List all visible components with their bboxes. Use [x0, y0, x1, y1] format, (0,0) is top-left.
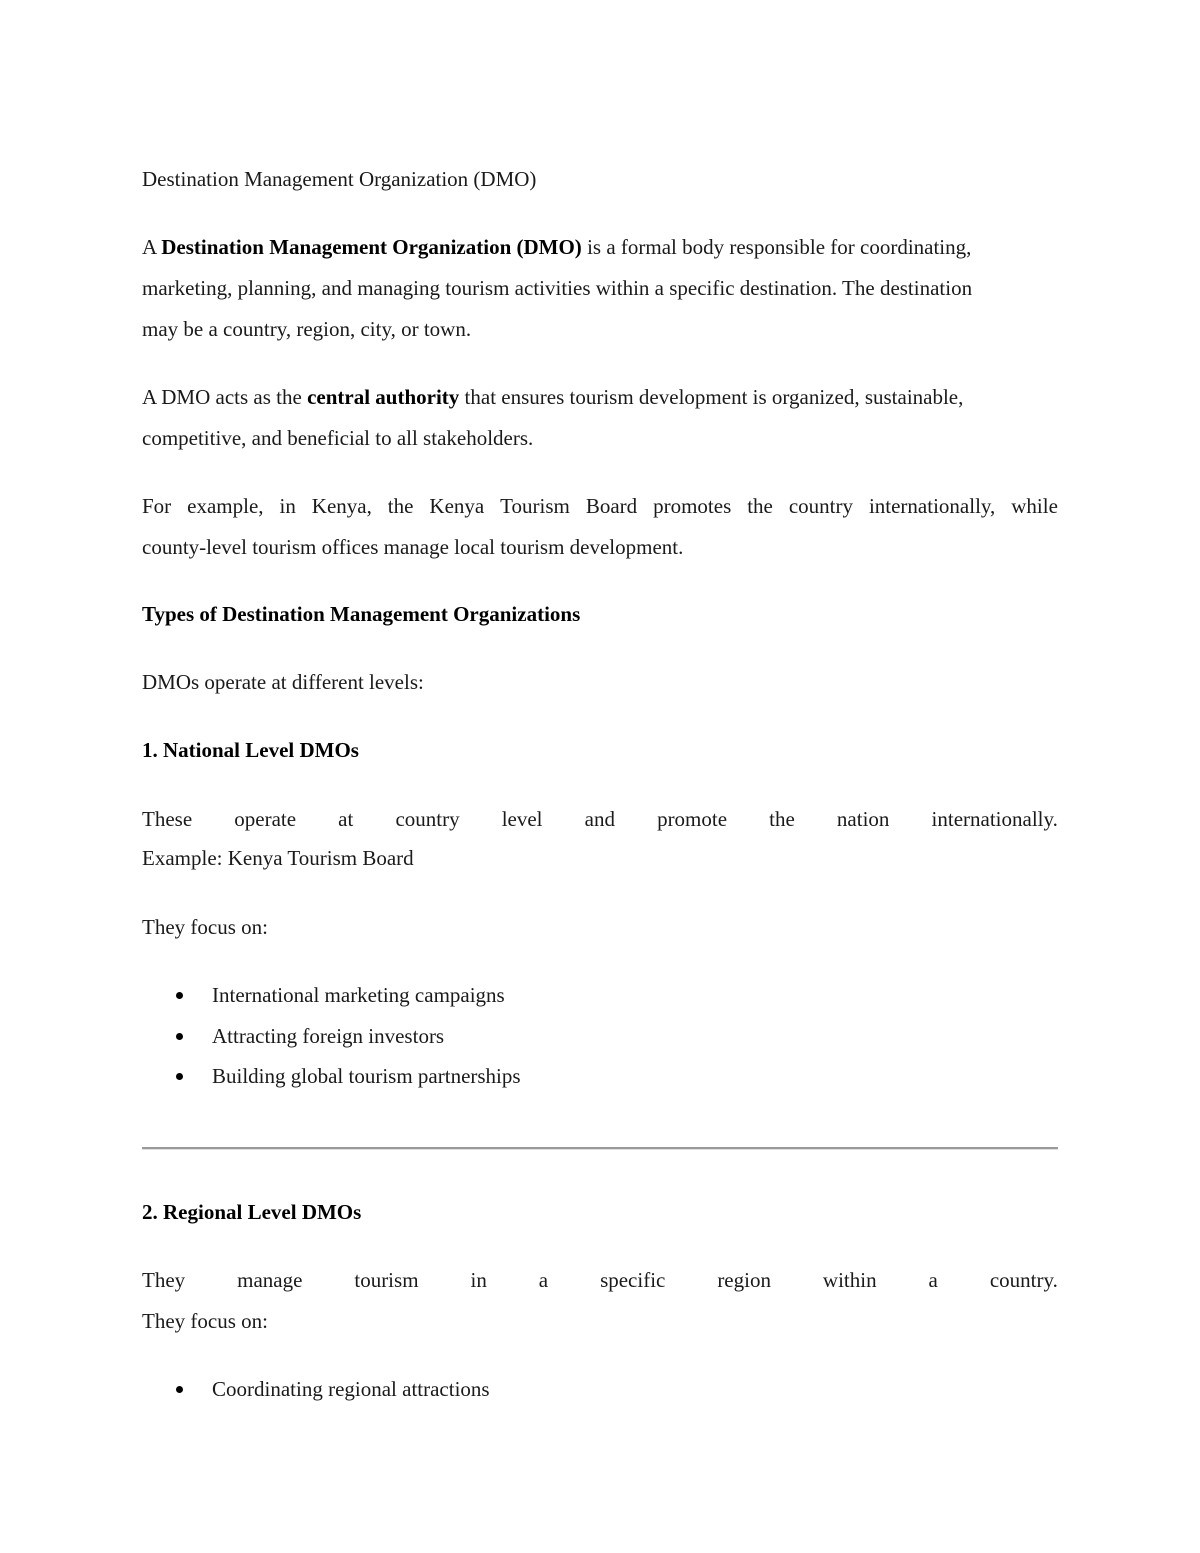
national-heading [142, 737, 1058, 763]
word: promote [657, 807, 728, 831]
national-heading-text: 1. National Level DMOs [142, 738, 359, 762]
paragraph-3-line-2: county-level tourism offices manage local tourism development. [142, 535, 684, 559]
word: manage [237, 1268, 303, 1292]
paragraph-1-line-1 [142, 234, 1058, 260]
p2-text-a: A DMO acts as the [142, 385, 308, 409]
word: country [395, 807, 460, 831]
types-heading [142, 601, 1058, 627]
types-heading-text: Types of Destination Management Organizations [142, 602, 581, 626]
paragraph-3-line-1 [142, 493, 1058, 519]
word: while [1011, 494, 1058, 518]
bullet-icon [176, 992, 183, 999]
national-focus: They focus on: [142, 915, 268, 939]
p2-bold-term: central authority [307, 385, 460, 409]
word: in [470, 1268, 487, 1292]
national-line-2: Example: Kenya Tourism Board [142, 846, 414, 870]
bullet-icon [176, 1386, 183, 1393]
document-title: Destination Management Organization (DMO) [142, 167, 537, 191]
word: Board [585, 494, 638, 518]
horizontal-divider [142, 1147, 1058, 1150]
word: within [822, 1268, 877, 1292]
list-item [142, 982, 1058, 1008]
p2-text-c: that ensures tourism development is organized, sustainable, [459, 385, 964, 409]
word: specific [600, 1268, 666, 1292]
word: internationally. [931, 807, 1058, 831]
regional-heading-text: 2. Regional Level DMOs [142, 1200, 362, 1224]
list-item [142, 1376, 1058, 1402]
p1-text-a: A [142, 235, 162, 259]
word: the [769, 807, 795, 831]
paragraph-2-line-2: competitive, and beneficial to all stakeholders. [142, 426, 534, 450]
word: internationally, [868, 494, 996, 518]
word: For [142, 494, 172, 518]
list-item [142, 1023, 1058, 1049]
word: promotes [653, 494, 732, 518]
list-item-text: Attracting foreign investors [212, 1024, 445, 1048]
word: a [538, 1268, 549, 1292]
word: Kenya [429, 494, 485, 518]
list-item-text: Building global tourism partnerships [212, 1064, 521, 1088]
list-item [142, 1063, 1058, 1089]
regional-line-2: They focus on: [142, 1309, 268, 1333]
bullet-icon [176, 1033, 183, 1040]
paragraph-2-line-1 [142, 384, 1058, 410]
bullet-icon [176, 1073, 183, 1080]
p1-text-c: is a formal body responsible for coordinating, [581, 235, 972, 259]
p1-bold-term: Destination Management Organization (DMO) [161, 235, 582, 259]
word: at [338, 807, 354, 831]
word: and [584, 807, 615, 831]
word: a [928, 1268, 938, 1292]
word: country. [989, 1268, 1058, 1292]
word: level [501, 807, 543, 831]
word: Kenya, [311, 494, 372, 518]
national-line-1 [142, 806, 1058, 832]
word: Tourism [500, 494, 570, 518]
word: the [747, 494, 773, 518]
word: country [788, 494, 853, 518]
regional-line-1 [142, 1267, 1058, 1293]
regional-heading [142, 1199, 1058, 1225]
word: example, [187, 494, 264, 518]
list-item-text: International marketing campaigns [212, 983, 505, 1007]
paragraph-1-line-3: may be a country, region, city, or town. [142, 317, 472, 341]
list-item-text: Coordinating regional attractions [212, 1377, 490, 1401]
word: They [142, 1268, 186, 1292]
word: tourism [354, 1268, 419, 1292]
word: region [717, 1268, 771, 1292]
paragraph-1-line-2: marketing, planning, and managing tourism activities within a specific destination. The destination [142, 276, 973, 300]
word: These [142, 807, 193, 831]
word: the [387, 494, 414, 518]
types-intro: DMOs operate at different levels: [142, 670, 424, 694]
word: in [279, 494, 296, 518]
word: nation [836, 807, 890, 831]
word: operate [234, 807, 297, 831]
